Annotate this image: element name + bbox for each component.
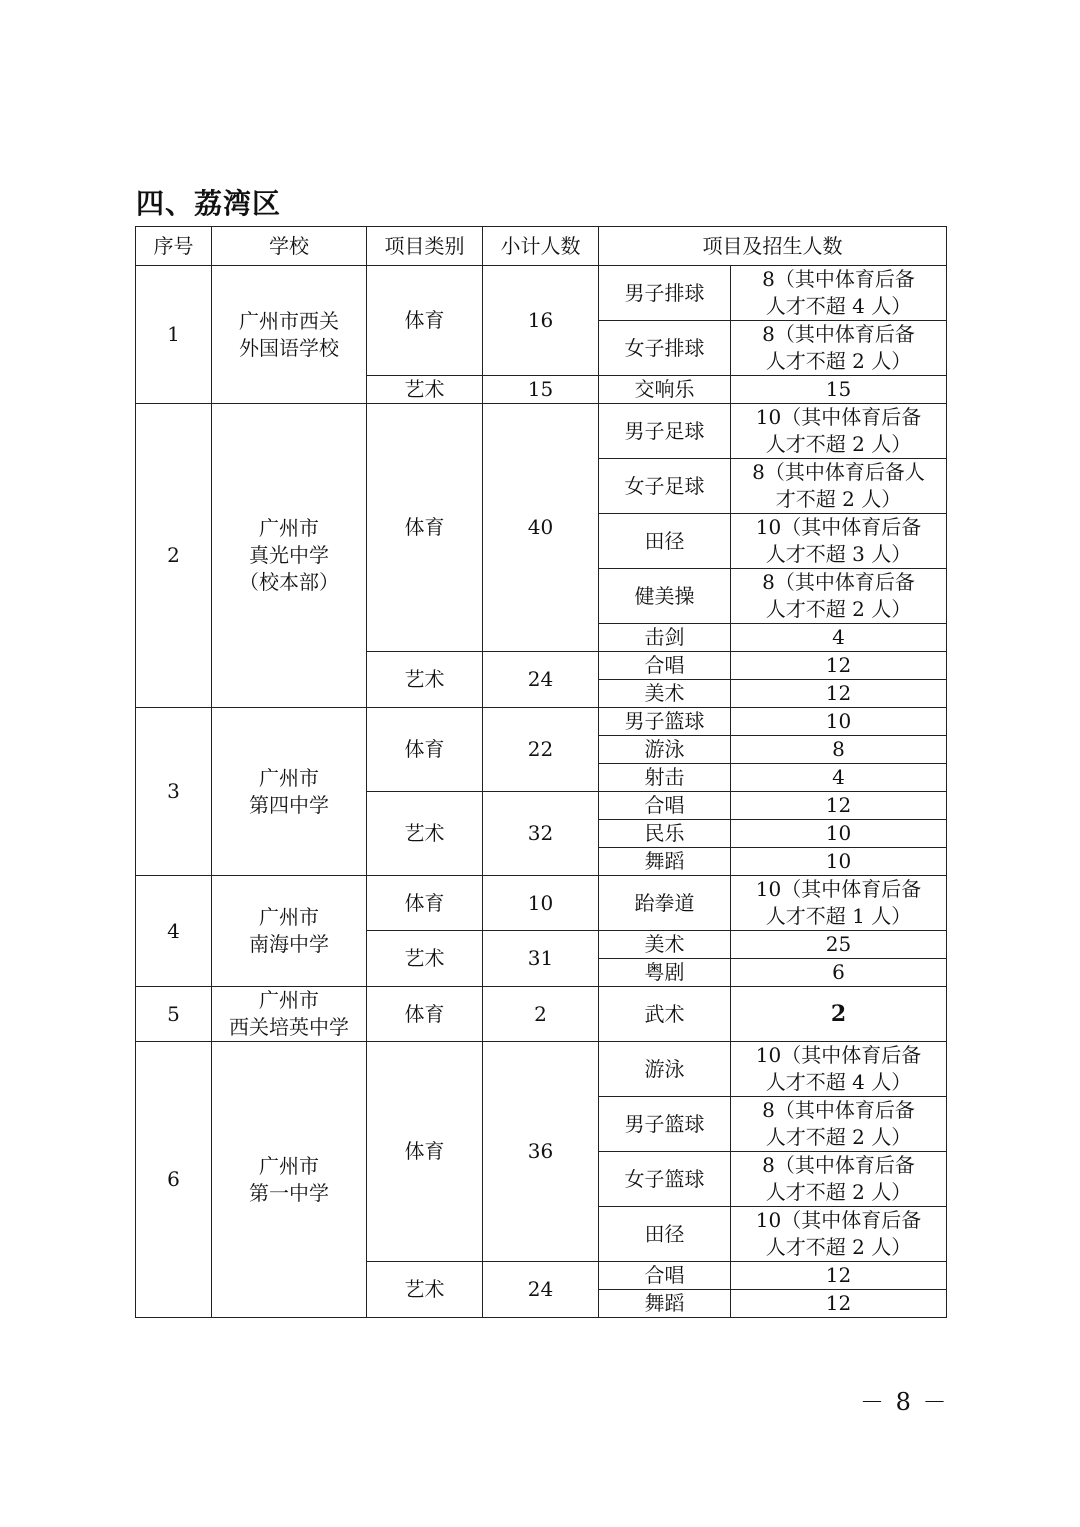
cell-project: 男子排球 <box>599 266 731 321</box>
quota-line: 10 <box>825 849 852 873</box>
cell-quota <box>731 736 947 764</box>
cell-project: 美术 <box>599 680 731 708</box>
cell-subtotal: 22 <box>483 708 599 792</box>
cell-project: 男子足球 <box>599 404 731 459</box>
cell-project: 射击 <box>599 764 731 792</box>
cell-school-name <box>212 987 367 1042</box>
cell-quota <box>731 1207 947 1262</box>
quota-line: 人才不超 2 人） <box>765 1235 912 1259</box>
cell-project: 武术 <box>599 987 731 1042</box>
quota-line: 12 <box>825 1291 852 1315</box>
cell-subtotal: 24 <box>483 652 599 708</box>
quota-line: 10 <box>825 821 852 845</box>
cell-project: 美术 <box>599 931 731 959</box>
cell-project: 合唱 <box>599 1262 731 1290</box>
quota-line: 4 <box>832 625 845 649</box>
cell-project: 击剑 <box>599 624 731 652</box>
cell-quota <box>731 652 947 680</box>
cell-quota <box>731 987 947 1042</box>
cell-subtotal: 15 <box>483 376 599 404</box>
cell-project: 女子篮球 <box>599 1152 731 1207</box>
cell-category: 艺术 <box>367 376 483 404</box>
cell-category: 艺术 <box>367 931 483 987</box>
quota-line: 10（其中体育后备 <box>755 877 922 901</box>
cell-quota <box>731 1290 947 1318</box>
cell-school-name <box>212 708 367 876</box>
table-body <box>136 266 947 1318</box>
cell-subtotal: 32 <box>483 792 599 876</box>
school-name-line: 第四中学 <box>249 792 329 817</box>
cell-quota <box>731 792 947 820</box>
cell-project: 舞蹈 <box>599 848 731 876</box>
quota-line: 人才不超 2 人） <box>765 1180 912 1204</box>
table-row <box>136 266 947 321</box>
cell-quota <box>731 459 947 514</box>
cell-project: 跆拳道 <box>599 876 731 931</box>
cell-project: 粤剧 <box>599 959 731 987</box>
cell-quota <box>731 569 947 624</box>
header-projects: 项目及招生人数 <box>599 227 947 266</box>
cell-subtotal: 10 <box>483 876 599 931</box>
table-row <box>136 987 947 1042</box>
quota-line: 8（其中体育后备 <box>762 570 915 594</box>
school-name-line: 广州市西关 <box>239 308 339 333</box>
quota-line: 10（其中体育后备 <box>755 515 922 539</box>
quota-line: 10（其中体育后备 <box>755 1208 922 1232</box>
quota-line: 15 <box>825 377 852 401</box>
enrollment-quota-table <box>135 226 947 1318</box>
cell-school-no: 4 <box>136 876 212 987</box>
cell-project: 田径 <box>599 1207 731 1262</box>
school-name-line: （校本部） <box>239 570 339 594</box>
cell-quota <box>731 680 947 708</box>
cell-school-name <box>212 876 367 987</box>
cell-school-no: 6 <box>136 1042 212 1318</box>
cell-school-name <box>212 1042 367 1318</box>
quota-line: 人才不超 3 人） <box>765 542 912 566</box>
quota-line: 8（其中体育后备 <box>762 267 915 291</box>
header-no: 序号 <box>136 227 212 266</box>
cell-project: 女子足球 <box>599 459 731 514</box>
header-school: 学校 <box>212 227 367 266</box>
cell-category: 艺术 <box>367 1262 483 1318</box>
quota-line: 人才不超 4 人） <box>765 1070 912 1094</box>
cell-project: 合唱 <box>599 652 731 680</box>
quota-line: 10（其中体育后备 <box>755 405 922 429</box>
cell-school-no: 1 <box>136 266 212 404</box>
cell-category: 艺术 <box>367 652 483 708</box>
quota-line: 人才不超 2 人） <box>765 349 912 373</box>
cell-quota <box>731 514 947 569</box>
cell-school-no: 2 <box>136 404 212 708</box>
quota-line: 12 <box>825 793 852 817</box>
cell-subtotal: 36 <box>483 1042 599 1262</box>
cell-quota <box>731 1262 947 1290</box>
cell-quota <box>731 321 947 376</box>
cell-school-name <box>212 404 367 708</box>
cell-quota <box>731 1152 947 1207</box>
cell-subtotal: 40 <box>483 404 599 652</box>
cell-subtotal: 24 <box>483 1262 599 1318</box>
school-name-line: 广州市 <box>259 765 319 790</box>
school-name-line: 外国语学校 <box>239 335 339 360</box>
cell-category: 体育 <box>367 876 483 931</box>
cell-quota <box>731 931 947 959</box>
cell-category: 体育 <box>367 266 483 376</box>
quota-line: 8 <box>832 737 845 761</box>
school-name-line: 真光中学 <box>249 543 329 567</box>
cell-school-name <box>212 266 367 404</box>
cell-project: 男子篮球 <box>599 1097 731 1152</box>
school-name-line: 广州市 <box>259 516 319 540</box>
cell-category: 体育 <box>367 1042 483 1262</box>
quota-line: 人才不超 2 人） <box>765 1125 912 1149</box>
quota-line: 2 <box>830 1000 847 1027</box>
quota-line: 25 <box>825 932 852 956</box>
cell-school-no: 3 <box>136 708 212 876</box>
cell-project: 舞蹈 <box>599 1290 731 1318</box>
cell-project: 健美操 <box>599 569 731 624</box>
header-category: 项目类别 <box>367 227 483 266</box>
school-name-line: 第一中学 <box>249 1180 329 1205</box>
school-name-line: 南海中学 <box>249 932 329 956</box>
cell-project: 游泳 <box>599 736 731 764</box>
cell-category: 艺术 <box>367 792 483 876</box>
cell-project: 民乐 <box>599 820 731 848</box>
cell-quota <box>731 1097 947 1152</box>
table-row <box>136 404 947 459</box>
quota-line: 12 <box>825 681 852 705</box>
school-name-line: 广州市 <box>259 988 319 1012</box>
header-subtotal: 小计人数 <box>483 227 599 266</box>
quota-line: 10（其中体育后备 <box>755 1043 922 1067</box>
quota-line: 8（其中体育后备 <box>762 1098 915 1122</box>
quota-line: 8（其中体育后备 <box>762 322 915 346</box>
cell-quota <box>731 624 947 652</box>
cell-project: 男子篮球 <box>599 708 731 736</box>
quota-line: 12 <box>825 1263 852 1287</box>
cell-category: 体育 <box>367 987 483 1042</box>
cell-subtotal: 31 <box>483 931 599 987</box>
cell-project: 女子排球 <box>599 321 731 376</box>
quota-line: 人才不超 2 人） <box>765 432 912 456</box>
cell-quota <box>731 404 947 459</box>
table-row <box>136 708 947 736</box>
school-name-line: 西关培英中学 <box>229 1015 349 1039</box>
cell-project: 游泳 <box>599 1042 731 1097</box>
table-row <box>136 1042 947 1097</box>
cell-project: 合唱 <box>599 792 731 820</box>
quota-line: 人才不超 2 人） <box>765 597 912 621</box>
cell-project: 交响乐 <box>599 376 731 404</box>
quota-line: 8（其中体育后备 <box>762 1153 915 1177</box>
cell-quota <box>731 1042 947 1097</box>
cell-quota <box>731 764 947 792</box>
quota-line: 人才不超 1 人） <box>765 904 912 928</box>
cell-category: 体育 <box>367 404 483 652</box>
quota-line: 6 <box>832 960 845 984</box>
cell-school-no: 5 <box>136 987 212 1042</box>
school-name-line: 广州市 <box>259 905 319 929</box>
cell-quota <box>731 959 947 987</box>
cell-quota <box>731 708 947 736</box>
quota-line: 10 <box>825 709 852 733</box>
quota-line: 12 <box>825 653 852 677</box>
cell-quota <box>731 376 947 404</box>
page-number: － 8 － <box>860 1388 949 1416</box>
quota-line: 4 <box>832 765 845 789</box>
quota-line: 8（其中体育后备人 <box>752 460 925 484</box>
school-name-line: 广州市 <box>259 1153 319 1178</box>
cell-category: 体育 <box>367 708 483 792</box>
cell-project: 田径 <box>599 514 731 569</box>
quota-line: 才不超 2 人） <box>775 487 902 511</box>
table-header-row <box>136 227 947 266</box>
cell-quota <box>731 266 947 321</box>
cell-quota <box>731 848 947 876</box>
table-row <box>136 876 947 931</box>
cell-subtotal: 16 <box>483 266 599 376</box>
cell-subtotal: 2 <box>483 987 599 1042</box>
quota-line: 人才不超 4 人） <box>765 294 912 318</box>
cell-quota <box>731 876 947 931</box>
section-title: 四、荔湾区 <box>136 187 282 220</box>
cell-quota <box>731 820 947 848</box>
